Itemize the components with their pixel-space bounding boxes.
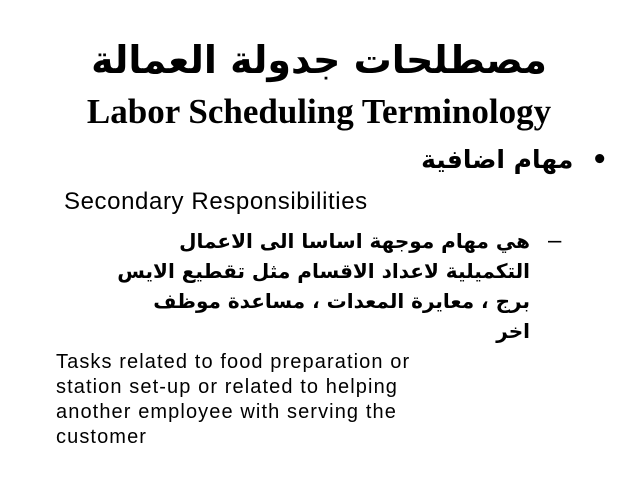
arabic-line-1: هي مهام موجهة اساسا الى الاعمال	[179, 229, 530, 253]
description-line-2: station set-up or related to helping	[56, 376, 399, 398]
arabic-line-4: اخر	[496, 319, 530, 343]
bullet-text-arabic: مهام اضافية	[421, 145, 574, 174]
description-line-4: customer	[56, 426, 148, 448]
description-line-1: Tasks related to food preparation or	[56, 351, 411, 373]
dash-bullet-icon: –	[548, 227, 562, 254]
bullet-item	[421, 140, 608, 180]
slide-title-arabic: مصطلحات جدولة العمالة	[91, 38, 547, 82]
slide-title-english: Labor Scheduling Terminology	[86, 92, 552, 131]
description-english	[56, 350, 410, 450]
subheading-english: Secondary Responsibilities	[64, 188, 368, 215]
sub-bullet-arabic	[70, 226, 530, 346]
bullet-icon: •	[591, 145, 608, 175]
description-line-3: another employee with serving the	[56, 401, 397, 423]
arabic-line-2: التكميلية لاعداد الاقسام مثل تقطيع الايس	[117, 259, 530, 283]
arabic-line-3: برج ، معايرة المعدات ، مساعدة موظف	[153, 289, 530, 313]
